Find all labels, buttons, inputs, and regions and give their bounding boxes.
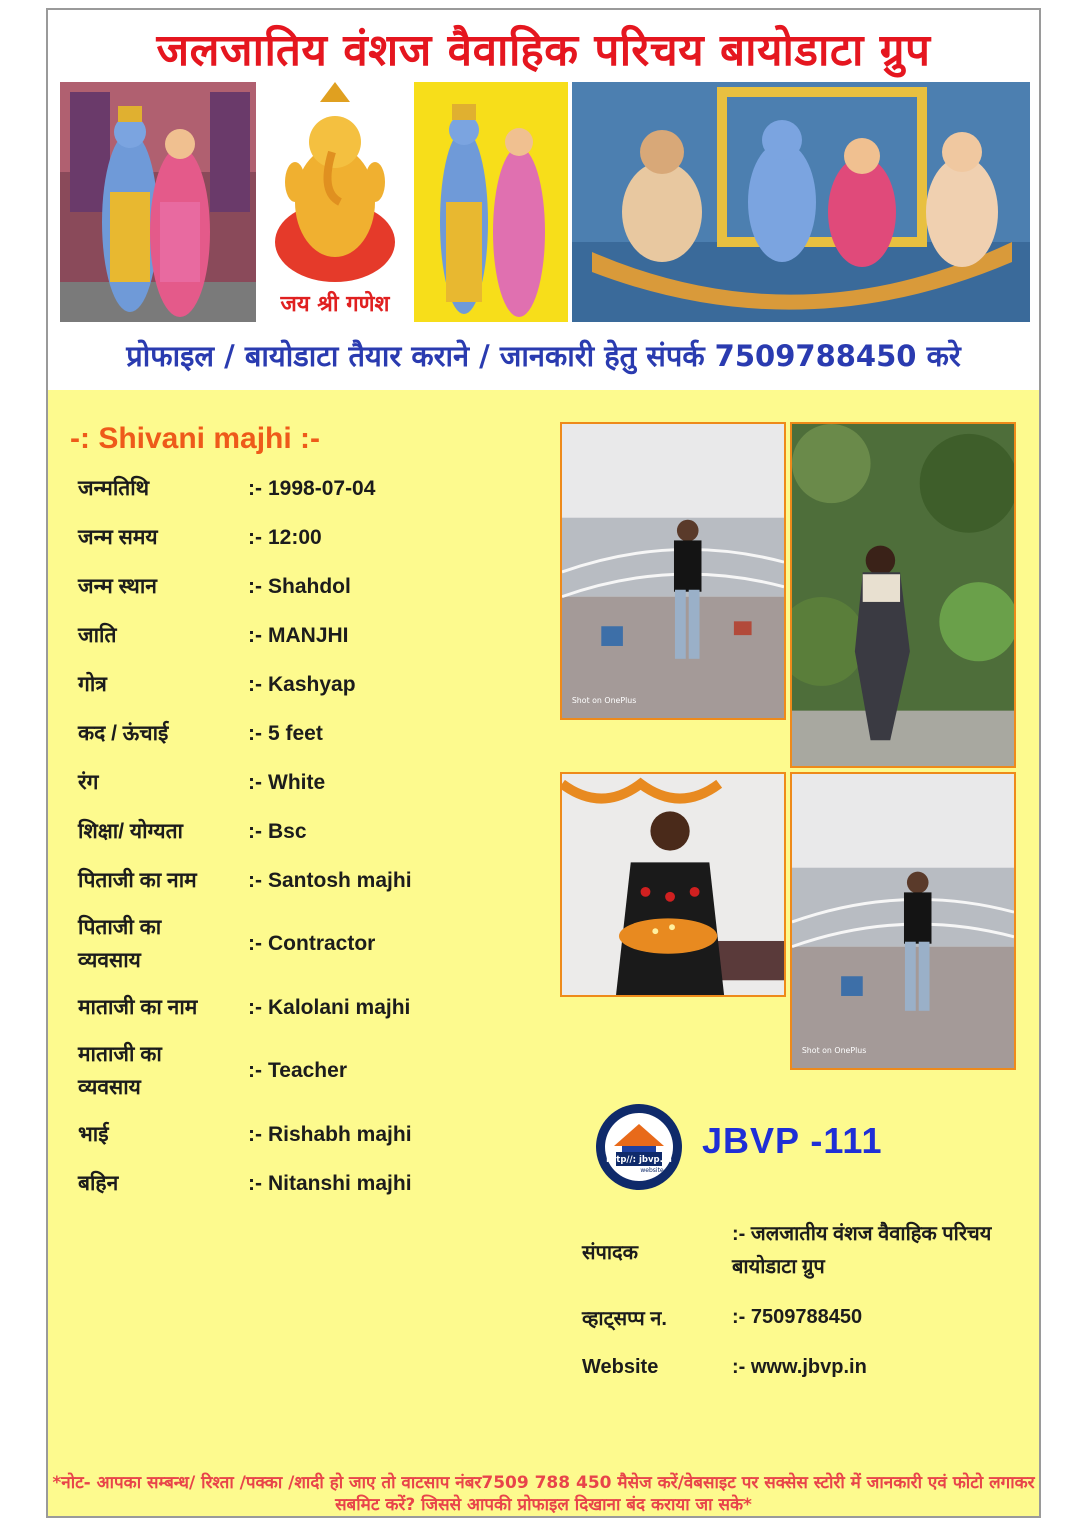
profile-photo-diwali-lamp — [560, 772, 786, 997]
contact-row-whatsapp — [582, 1301, 1002, 1334]
profile-id: JBVP -111 — [702, 1120, 883, 1161]
detail-label: माताजी का व्यवसाय — [78, 1043, 162, 1099]
detail-separator: :- — [248, 476, 262, 500]
detail-row-birth-place — [78, 570, 498, 603]
profile-photo-garden — [790, 422, 1016, 768]
detail-separator: :- — [248, 623, 262, 647]
detail-row-height — [78, 717, 498, 750]
detail-label: पिताजी का नाम — [78, 869, 197, 892]
ganesh-image — [260, 82, 410, 322]
detail-separator: :- — [248, 721, 262, 745]
detail-label: बहिन — [78, 1172, 119, 1195]
detail-value: 12:00 — [268, 525, 322, 549]
contact-value: :- www.jbvp.in — [732, 1356, 867, 1378]
contact-value: :- 7509788450 — [732, 1306, 863, 1328]
detail-value: Kalolani majhi — [268, 995, 411, 1019]
detail-value: 1998-07-04 — [268, 476, 376, 500]
detail-value: Shahdol — [268, 574, 351, 598]
rama-sita-yellow-image — [414, 82, 568, 322]
group-title: जलजातिय वंशज वैवाहिक परिचय बायोडाटा ग्रुप — [156, 25, 931, 76]
detail-value: Contractor — [268, 932, 376, 955]
detail-label: जन्मतिथि — [78, 477, 150, 500]
detail-separator: :- — [248, 770, 262, 794]
detail-row-father-name — [78, 864, 498, 897]
publisher-contact — [582, 1218, 1002, 1401]
detail-label: भाई — [78, 1123, 109, 1146]
detail-separator: :- — [248, 672, 262, 696]
rama-sita-palace-image — [60, 82, 256, 322]
detail-label: जन्म समय — [78, 526, 158, 549]
detail-value: Rishabh majhi — [268, 1122, 412, 1146]
detail-row-mother-occupation — [78, 1038, 498, 1104]
jbvp-logo — [594, 1102, 684, 1192]
detail-separator: :- — [248, 819, 262, 843]
detail-row-sister — [78, 1167, 498, 1200]
detail-row-dob — [78, 472, 498, 505]
detail-value: Teacher — [268, 1059, 347, 1082]
ganesh-caption: जय श्री गणेश — [280, 291, 390, 317]
detail-separator: :- — [248, 1171, 262, 1195]
detail-label: जन्म स्थान — [78, 575, 157, 598]
detail-row-gotra — [78, 668, 498, 701]
profile-photo-riverside — [560, 422, 786, 720]
detail-label: माताजी का नाम — [78, 996, 198, 1019]
detail-row-complexion — [78, 766, 498, 799]
footer-note: *नोट- आपका सम्बन्ध/ रिश्ता /पक्का /शादी हो जाए तो वाटसाप नंबर7509 788 450 मैसेज करें/वेबसाइट पर सक्सेस स्टोरी में जानकारी एवं फोटो लगाकर सबमिट करें? जिससे आपकी प्रोफाइल दिखाना बंद कराया जा सके* — [52, 1473, 1035, 1515]
detail-label: कद / ऊंचाई — [78, 722, 169, 745]
detail-value: Santosh majhi — [268, 868, 412, 892]
profile-photo-railing — [790, 772, 1016, 1070]
detail-row-brother — [78, 1118, 498, 1151]
profile-name-heading: -: Shivani majhi :- — [70, 422, 321, 455]
profile-details — [78, 472, 498, 1200]
detail-value: MANJHI — [268, 623, 349, 647]
photo-watermark: Shot on OnePlus — [571, 696, 637, 706]
detail-label: शिक्षा/ योग्यता — [78, 820, 183, 843]
biodata-contact-line: प्रोफाइल / बायोडाटा तैयार कराने / जानकारी हेतु संपर्क 7509788450 करे — [126, 339, 961, 373]
detail-separator: :- — [248, 995, 262, 1019]
detail-label: गोत्र — [78, 673, 107, 696]
contact-label: Website — [582, 1356, 659, 1378]
contact-label: व्हाट्सप्प न. — [582, 1308, 667, 1330]
logo-url: http//: jbvp.in — [606, 1155, 672, 1165]
detail-value: Bsc — [268, 819, 307, 843]
detail-separator: :- — [248, 525, 262, 549]
logo-subtext: website — [640, 1167, 664, 1174]
detail-value: White — [268, 770, 326, 794]
detail-separator: :- — [248, 932, 262, 955]
biodata-sheet — [46, 8, 1041, 1518]
detail-row-father-occupation — [78, 911, 498, 977]
contact-value: :- जलजातीय वंशज वैवाहिक परिचय बायोडाटा ग्रुप — [732, 1223, 992, 1278]
detail-separator: :- — [248, 868, 262, 892]
detail-label: रंग — [78, 771, 99, 794]
detail-value: 5 feet — [268, 721, 323, 745]
detail-value: Kashyap — [268, 672, 356, 696]
detail-label: पिताजी का व्यवसाय — [78, 916, 162, 972]
detail-label: जाति — [78, 624, 117, 647]
boat-scene-image — [572, 82, 1030, 322]
detail-row-mother-name — [78, 991, 498, 1024]
contact-row-website — [582, 1351, 1002, 1384]
photo-watermark: Shot on OnePlus — [801, 1046, 867, 1056]
header-banner — [48, 10, 1039, 390]
detail-row-education — [78, 815, 498, 848]
contact-row-editor — [582, 1218, 1002, 1284]
detail-separator: :- — [248, 1059, 262, 1082]
detail-row-caste — [78, 619, 498, 652]
detail-row-birth-time — [78, 521, 498, 554]
detail-value: Nitanshi majhi — [268, 1171, 412, 1195]
contact-label: संपादक — [582, 1241, 639, 1264]
detail-separator: :- — [248, 1122, 262, 1146]
detail-separator: :- — [248, 574, 262, 598]
